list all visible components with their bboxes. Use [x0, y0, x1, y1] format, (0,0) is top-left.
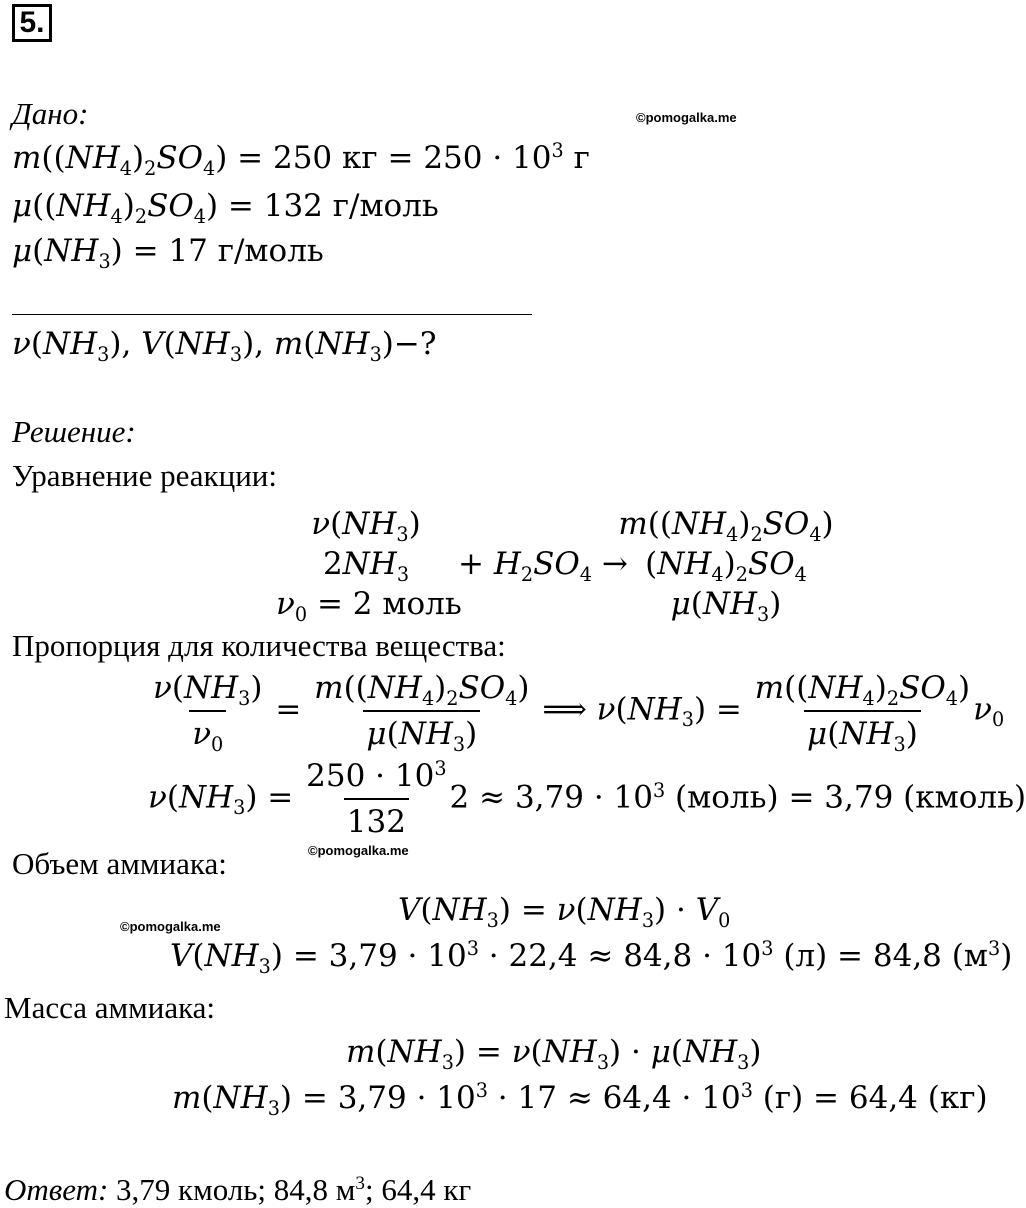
volume-formula: $V(NH_3) = \nu(NH_3) \cdot V_0$ — [398, 892, 731, 932]
given-label: Дано: — [12, 96, 89, 131]
mass-calc-start: = 3,79 · 10 — [301, 1080, 476, 1116]
given-molar-mass-salt: $\mu((NH_4)_2SO_4) = 132$ г/моль — [12, 188, 439, 228]
equation-heading: Уравнение реакции: — [12, 458, 277, 493]
proportion-heading: Пропорция для количества вещества: — [12, 628, 506, 663]
volume-calculation: $V(NH_3) = 3,79 \cdot 10^3 \cdot 22,4 \approx 84,8 \cdot 10^3$ (л) = 84,8 $(м^3)$ — [170, 937, 1013, 978]
answer-exp: 3 — [355, 1173, 366, 1195]
calc-result-units: (моль) = 3,79 (кмоль) — [665, 779, 1026, 816]
reaction-reactant: $2NH_3$ — [322, 546, 410, 586]
given-mass-exp: 3 — [551, 139, 564, 163]
reaction-product: $(NH_4)_2SO_4$ — [645, 546, 807, 586]
given-mass-grams: 250 · 10 — [423, 140, 552, 176]
watermark: ©pomogalka.me — [636, 110, 737, 125]
calc-numerator-exp: 3 — [434, 757, 447, 781]
watermark: ©pomogalka.me — [120, 919, 221, 934]
given-mass-unit: г — [563, 140, 590, 176]
mass-calc-exp: 3 — [475, 1079, 488, 1103]
answer-line — [4, 1172, 471, 1208]
mass-heading: Масса аммиака: — [4, 990, 216, 1025]
mass-calc-rest: · 17 ≈ 64,4 · 10 — [487, 1080, 741, 1116]
mass-formula: $m(NH_3) = \nu(NH_3) \cdot \mu(NH_3)$ — [346, 1034, 762, 1074]
reaction-acid: + $H_2SO_4$ → — [458, 546, 628, 586]
reaction-nu0: $\nu_0 = 2$ моль — [276, 586, 462, 626]
volume-calc-start: = 3,79 · 10 — [292, 938, 467, 974]
proportion-formula: $\frac{\nu(NH_3)}{\nu_0}$ = $\frac{m((NH_4)_2SO_4)}{\mu(NH_3)}$ ⟹ $\nu(NH_3)$ = $\frac{m((NH_4)_2SO_4)}{\mu(NH_3)}$ $\nu_0$ — [153, 670, 1005, 756]
answer-label: Ответ: — [4, 1172, 109, 1207]
calc-result-exp: 3 — [652, 778, 666, 802]
volume-calc-exp: 3 — [466, 937, 479, 961]
reaction-mass-label: $m((NH_4)_2SO_4)$ — [618, 506, 834, 546]
volume-calc-units: (л) = 84,8 (м — [773, 938, 988, 974]
given-molar-mass-nh3-value: 17 г/моль — [168, 233, 324, 269]
calc-numerator: 250 · 10 — [306, 758, 435, 794]
mass-calc-units: (г) = 64,4 (кг) — [752, 1080, 988, 1116]
solution-label: Решение: — [12, 414, 136, 449]
calc-result: 2 ≈ 3,79 · 10 — [449, 779, 653, 816]
volume-heading: Объем аммиака: — [12, 846, 227, 881]
given-mass-value: 250 кг — [272, 140, 378, 176]
mass-calculation: $m(NH_3) = 3,79 \cdot 10^3 \cdot 17 \approx 64,4 \cdot 10^3$ (г) = 64,4 (кг) — [172, 1079, 988, 1120]
volume-calc-exp2: 3 — [761, 937, 774, 961]
problem-number: 5. — [12, 4, 52, 42]
amount-calculation: $\nu(NH_3)$ = $\frac{250 \cdot 10^3}{132}$ $2 \approx 3,79 \cdot 10^3$ (моль) = 3,79 (кмоль) — [148, 757, 1026, 840]
watermark: ©pomogalka.me — [308, 843, 409, 858]
answer-value-end: ; 64,4 кг — [365, 1172, 472, 1207]
volume-calc-rest: · 22,4 ≈ 84,8 · 10 — [478, 938, 762, 974]
given-molar-mass-salt-value: 132 г/моль — [263, 188, 439, 224]
mass-calc-exp2: 3 — [740, 1079, 753, 1103]
answer-value: 3,79 кмоль; 84,8 м — [108, 1172, 356, 1207]
unknowns: $\nu(NH_3)$, $V(NH_3)$, $m(NH_3)-$? — [12, 326, 437, 366]
reaction-nu0-value: = 2 моль — [316, 586, 462, 622]
calc-denominator: 132 — [344, 798, 409, 840]
given-divider — [12, 314, 532, 315]
reaction-mu-label: $\mu(NH_3)$ — [670, 586, 782, 626]
unknowns-suffix: −? — [393, 326, 437, 362]
volume-calc-units-exp: 3 — [987, 937, 1001, 961]
reaction-nu-label: $\nu(NH_3)$ — [311, 506, 421, 546]
given-mass: $m((NH_4)_2SO_4) = 250$ кг = $250 \cdot 10^3$ г — [12, 139, 590, 180]
given-molar-mass-nh3: $\mu(NH_3) = 17$ г/моль — [12, 233, 324, 273]
